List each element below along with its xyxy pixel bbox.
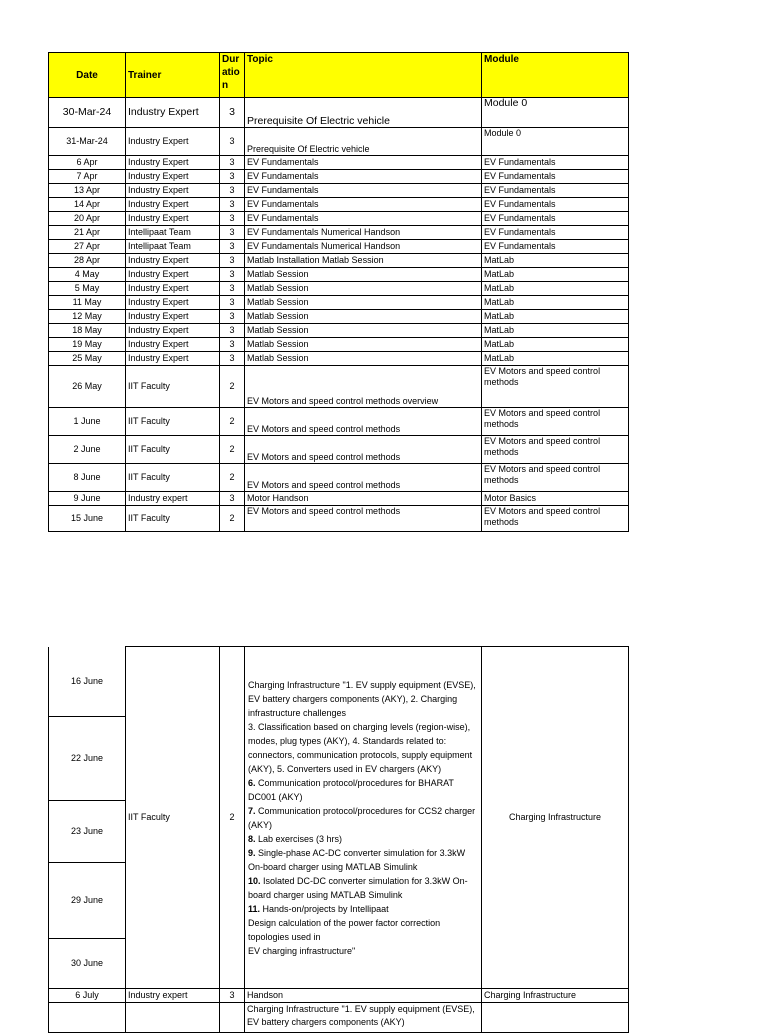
- module-cell: MatLab: [482, 352, 629, 366]
- table-row: [49, 989, 629, 1003]
- table-row: [49, 156, 629, 170]
- duration-line: n: [222, 80, 229, 91]
- topic-cell: EV Fundamentals: [245, 156, 482, 170]
- date-cell: 19 May: [49, 338, 126, 352]
- duration-cell: 2: [220, 506, 245, 532]
- date-cell: 14 Apr: [49, 198, 126, 212]
- topic-cell: EV Motors and speed control methods overview: [245, 366, 482, 408]
- table-row: [49, 310, 629, 324]
- duration-cell: 3: [220, 268, 245, 282]
- duration-cell: 2: [220, 366, 245, 408]
- topic-cell: [245, 647, 482, 989]
- module-cell: Module 0: [482, 98, 629, 128]
- date-cell: 26 May: [49, 366, 126, 408]
- table-row: [49, 366, 629, 408]
- table-row: [49, 492, 629, 506]
- module-cell: MatLab: [482, 282, 629, 296]
- date-cell: 6 July: [49, 989, 126, 1003]
- table-row: [49, 296, 629, 310]
- date-cell: 15 June: [49, 506, 126, 532]
- topic-cell: Matlab Session: [245, 310, 482, 324]
- duration-cell: 3: [220, 282, 245, 296]
- module-cell: MatLab: [482, 254, 629, 268]
- topic-cell: EV Fundamentals Numerical Handson: [245, 240, 482, 254]
- trainer-cell: Industry Expert: [126, 324, 220, 338]
- module-cell: EV Fundamentals: [482, 226, 629, 240]
- duration-line: atio: [222, 67, 240, 78]
- topic-cell: Handson: [245, 989, 482, 1003]
- trainer-cell: Industry expert: [126, 492, 220, 506]
- trainer-cell: Industry expert: [126, 989, 220, 1003]
- table-row: [49, 1003, 629, 1033]
- date-cell: 23 June: [49, 801, 126, 863]
- topic-line: 10. Isolated DC-DC converter simulation for 3.3kW On-board charger using MATLAB Simulink: [248, 875, 468, 900]
- duration-cell: 3: [220, 254, 245, 268]
- duration-cell: 3: [220, 338, 245, 352]
- topic-cell: Matlab Session: [245, 338, 482, 352]
- topic-cell: Matlab Session: [245, 282, 482, 296]
- date-cell: 16 June: [49, 647, 126, 717]
- topic-cell: EV Motors and speed control methods: [245, 506, 482, 532]
- date-cell: 9 June: [49, 492, 126, 506]
- duration-line: Dur: [222, 54, 240, 65]
- topic-cell: EV Motors and speed control methods: [245, 464, 482, 492]
- table-row: [49, 324, 629, 338]
- module-cell: MatLab: [482, 338, 629, 352]
- date-cell: 31-Mar-24: [49, 128, 126, 156]
- trainer-cell: Industry Expert: [126, 282, 220, 296]
- topic-cell: EV Motors and speed control methods: [245, 408, 482, 436]
- date-cell: 6 Apr: [49, 156, 126, 170]
- duration-cell: 3: [220, 296, 245, 310]
- date-cell: 2 June: [49, 436, 126, 464]
- table-row: [49, 647, 629, 717]
- module-cell: EV Fundamentals: [482, 212, 629, 226]
- topic-cell: Matlab Session: [245, 324, 482, 338]
- topic-cell: EV Fundamentals: [245, 198, 482, 212]
- trainer-cell: Industry Expert: [126, 268, 220, 282]
- trainer-cell: Industry Expert: [126, 184, 220, 198]
- trainer-cell: Industry Expert: [126, 98, 220, 128]
- topic-cell: Matlab Installation Matlab Session: [245, 254, 482, 268]
- date-cell: 30 June: [49, 939, 126, 989]
- duration-cell: 3: [220, 212, 245, 226]
- module-cell: MatLab: [482, 310, 629, 324]
- trainer-cell: IIT Faculty: [126, 366, 220, 408]
- trainer-cell: Industry Expert: [126, 310, 220, 324]
- trainer-cell: Intellipaat Team: [126, 240, 220, 254]
- header-row: [49, 53, 629, 98]
- topic-cell: EV Fundamentals: [245, 184, 482, 198]
- trainer-cell: IIT Faculty: [126, 647, 220, 989]
- duration-cell: 2: [220, 464, 245, 492]
- duration-cell: 2: [220, 436, 245, 464]
- trainer-cell: Industry Expert: [126, 212, 220, 226]
- trainer-cell: Industry Expert: [126, 254, 220, 268]
- module-cell: MatLab: [482, 268, 629, 282]
- module-cell: EV Motors and speed control methods: [482, 506, 629, 532]
- trainer-cell: Industry Expert: [126, 170, 220, 184]
- date-cell: 12 May: [49, 310, 126, 324]
- trainer-cell: Industry Expert: [126, 128, 220, 156]
- duration-cell: 3: [220, 324, 245, 338]
- topic-cell: EV Fundamentals: [245, 212, 482, 226]
- topic-cell: Charging Infrastructure "1. EV supply equipment (EVSE), EV battery chargers components (AKY): [245, 1003, 482, 1033]
- topic-cell: EV Fundamentals Numerical Handson: [245, 226, 482, 240]
- date-cell: 8 June: [49, 464, 126, 492]
- duration-cell: 3: [220, 98, 245, 128]
- topic-line: 6. Communication protocol/procedures for BHARAT DC001 (AKY): [248, 777, 454, 802]
- table-row: [49, 352, 629, 366]
- table-row: [49, 184, 629, 198]
- duration-cell: 3: [220, 156, 245, 170]
- header-module: Module: [482, 53, 629, 98]
- topic-line: Design calculation of the power factor correction topologies used in: [248, 917, 441, 942]
- module-cell: MatLab: [482, 296, 629, 310]
- duration-cell: 3: [220, 184, 245, 198]
- topic-line: 11. Hands-on/projects by Intellipaat: [248, 903, 389, 914]
- duration-cell: 3: [220, 989, 245, 1003]
- trainer-cell: IIT Faculty: [126, 436, 220, 464]
- duration-cell: [220, 1003, 245, 1033]
- date-cell: 13 Apr: [49, 184, 126, 198]
- date-cell: 30-Mar-24: [49, 98, 126, 128]
- module-cell: EV Motors and speed control methods: [482, 408, 629, 436]
- topic-line: EV charging infrastructure": [248, 945, 356, 956]
- table-row: [49, 240, 629, 254]
- trainer-cell: Intellipaat Team: [126, 226, 220, 240]
- date-cell: [49, 1003, 126, 1033]
- module-cell: EV Fundamentals: [482, 184, 629, 198]
- module-cell: Motor Basics: [482, 492, 629, 506]
- duration-cell: 3: [220, 198, 245, 212]
- charging-block-table: [48, 646, 629, 989]
- date-cell: 20 Apr: [49, 212, 126, 226]
- duration-cell: 3: [220, 170, 245, 184]
- date-cell: 22 June: [49, 717, 126, 801]
- trainer-cell: Industry Expert: [126, 338, 220, 352]
- module-cell: EV Fundamentals: [482, 198, 629, 212]
- topic-line: 7. Communication protocol/procedures for CCS2 charger (AKY): [248, 805, 476, 830]
- trainer-cell: Industry Expert: [126, 156, 220, 170]
- topic-cell: Prerequisite Of Electric vehicle: [245, 98, 482, 128]
- table-row: [49, 198, 629, 212]
- date-cell: 5 May: [49, 282, 126, 296]
- duration-cell: 3: [220, 352, 245, 366]
- date-cell: 1 June: [49, 408, 126, 436]
- table-row: [49, 98, 629, 128]
- date-cell: 11 May: [49, 296, 126, 310]
- topic-line: Charging Infrastructure "1. EV supply equipment (EVSE), EV battery chargers components (AKY), 2. Charging infrastructure challenges: [248, 679, 476, 718]
- table-row: [49, 282, 629, 296]
- topic-cell: EV Fundamentals: [245, 170, 482, 184]
- topic-cell: Motor Handson: [245, 492, 482, 506]
- module-cell: EV Motors and speed control methods: [482, 366, 629, 408]
- trainer-cell: IIT Faculty: [126, 506, 220, 532]
- bottom-table: [48, 988, 629, 1033]
- trainer-cell: [126, 1003, 220, 1033]
- date-cell: 18 May: [49, 324, 126, 338]
- date-cell: 21 Apr: [49, 226, 126, 240]
- duration-cell: 2: [220, 408, 245, 436]
- table-row: [49, 254, 629, 268]
- date-cell: 28 Apr: [49, 254, 126, 268]
- module-cell: [482, 1003, 629, 1033]
- date-cell: 4 May: [49, 268, 126, 282]
- header-topic: Topic: [245, 53, 482, 98]
- module-cell: MatLab: [482, 324, 629, 338]
- duration-cell: 3: [220, 492, 245, 506]
- module-cell: EV Fundamentals: [482, 240, 629, 254]
- date-cell: 27 Apr: [49, 240, 126, 254]
- topic-cell: Matlab Session: [245, 352, 482, 366]
- duration-cell: 3: [220, 128, 245, 156]
- topic-line: 3. Classification based on charging levels (region-wise), modes, plug types (AKY), 4. Standards related to: connectors, communication protocols, supply equipment (AKY), 5. Converters used in EV chargers (AKY): [248, 721, 473, 774]
- table-row: [49, 226, 629, 240]
- trainer-cell: IIT Faculty: [126, 408, 220, 436]
- table-row: [49, 128, 629, 156]
- module-cell: EV Motors and speed control methods: [482, 436, 629, 464]
- date-cell: 29 June: [49, 863, 126, 939]
- topic-cell: EV Motors and speed control methods: [245, 436, 482, 464]
- table-row: [49, 436, 629, 464]
- table-row: [49, 464, 629, 492]
- topic-cell: Matlab Session: [245, 296, 482, 310]
- trainer-cell: IIT Faculty: [126, 464, 220, 492]
- table-row: [49, 506, 629, 532]
- table-row: [49, 170, 629, 184]
- topic-cell: Prerequisite Of Electric vehicle: [245, 128, 482, 156]
- topic-line: 8. Lab exercises (3 hrs): [248, 833, 343, 844]
- table-row: [49, 268, 629, 282]
- module-cell: Module 0: [482, 128, 629, 156]
- date-cell: 7 Apr: [49, 170, 126, 184]
- duration-cell: 2: [220, 647, 245, 989]
- table-row: [49, 408, 629, 436]
- module-cell: EV Fundamentals: [482, 156, 629, 170]
- header-trainer: Trainer: [126, 53, 220, 98]
- duration-cell: 3: [220, 240, 245, 254]
- module-cell: Charging Infrastructure: [482, 647, 629, 989]
- table-row: [49, 212, 629, 226]
- module-cell: Charging Infrastructure: [482, 989, 629, 1003]
- trainer-cell: Industry Expert: [126, 352, 220, 366]
- table-row: [49, 338, 629, 352]
- module-cell: EV Motors and speed control methods: [482, 464, 629, 492]
- header-duration: [220, 53, 245, 98]
- date-cell: 25 May: [49, 352, 126, 366]
- schedule-table: [48, 52, 629, 532]
- topic-cell: Matlab Session: [245, 268, 482, 282]
- duration-cell: 3: [220, 226, 245, 240]
- duration-cell: 3: [220, 310, 245, 324]
- trainer-cell: Industry Expert: [126, 198, 220, 212]
- module-cell: EV Fundamentals: [482, 170, 629, 184]
- topic-line: 9. Single-phase AC-DC converter simulation for 3.3kW On-board charger using MATLAB Simulink: [248, 847, 466, 872]
- header-date: Date: [49, 53, 126, 98]
- trainer-cell: Industry Expert: [126, 296, 220, 310]
